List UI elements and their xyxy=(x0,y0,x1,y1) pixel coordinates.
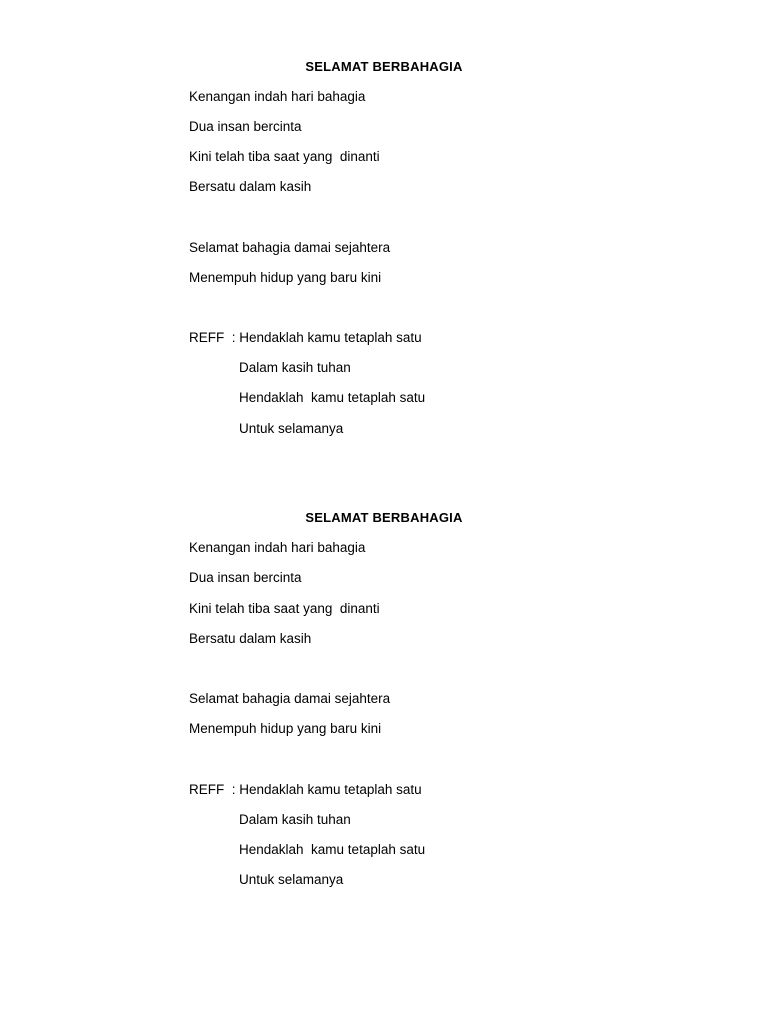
reff-line: REFF : Hendaklah kamu tetaplah satu xyxy=(189,330,422,345)
lyric-line: Menempuh hidup yang baru kini xyxy=(189,721,382,736)
song-title: SELAMAT BERBAHAGIA xyxy=(305,59,463,74)
lyric-line: Kenangan indah hari bahagia xyxy=(189,540,366,555)
reff-line: Untuk selamanya xyxy=(239,421,344,436)
reff-line: REFF : Hendaklah kamu tetaplah satu xyxy=(189,782,422,797)
lyric-line: Dua insan bercinta xyxy=(189,570,302,585)
lyric-line: Kenangan indah hari bahagia xyxy=(189,89,366,104)
lyric-line: Kini telah tiba saat yang dinanti xyxy=(189,149,380,164)
lyric-line: Bersatu dalam kasih xyxy=(189,179,312,194)
lyric-line: Selamat bahagia damai sejahtera xyxy=(189,691,391,706)
lyric-line: Bersatu dalam kasih xyxy=(189,631,312,646)
reff-line: Hendaklah kamu tetaplah satu xyxy=(239,842,426,857)
lyric-line: Selamat bahagia damai sejahtera xyxy=(189,240,391,255)
reff-line: Dalam kasih tuhan xyxy=(239,812,351,827)
reff-line: Untuk selamanya xyxy=(239,872,344,887)
lyric-line: Menempuh hidup yang baru kini xyxy=(189,270,382,285)
lyric-line: Kini telah tiba saat yang dinanti xyxy=(189,601,380,616)
reff-line: Dalam kasih tuhan xyxy=(239,360,351,375)
lyric-line: Dua insan bercinta xyxy=(189,119,302,134)
song-title: SELAMAT BERBAHAGIA xyxy=(305,510,463,525)
reff-line: Hendaklah kamu tetaplah satu xyxy=(239,390,426,405)
